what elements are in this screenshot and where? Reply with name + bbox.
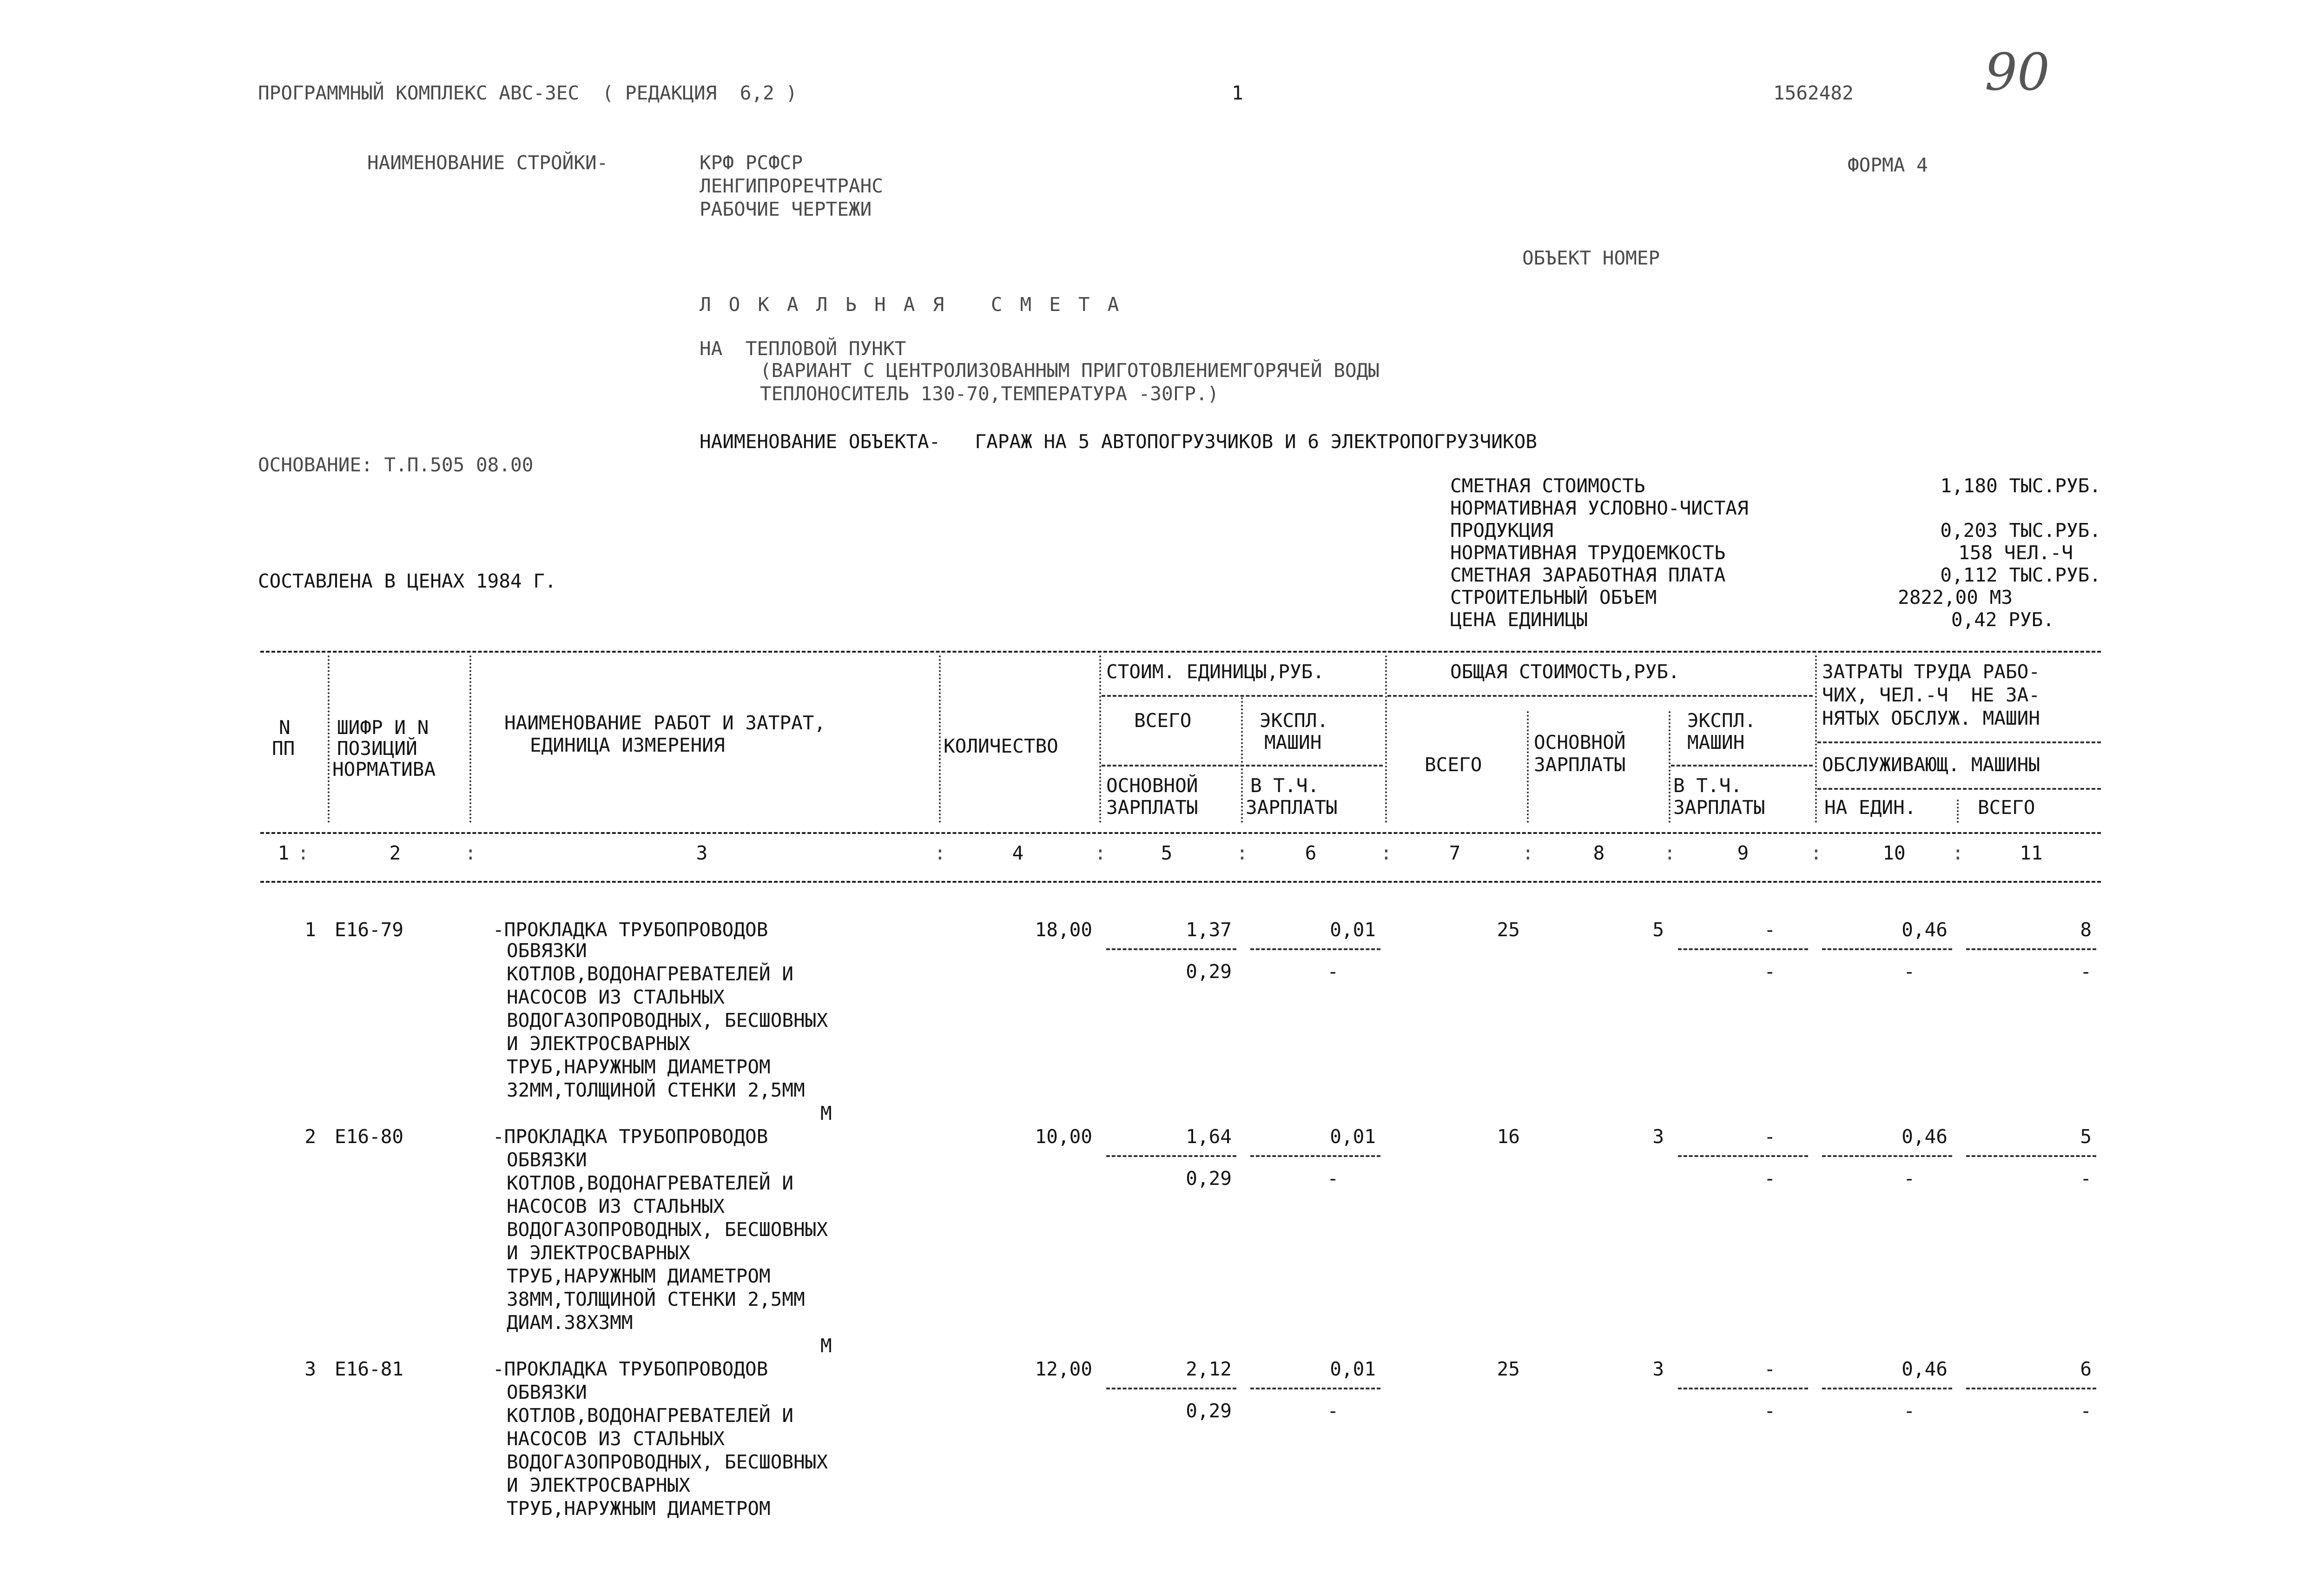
rule [1250,1388,1380,1389]
row-unit-cost: 1,37 [1186,919,1232,941]
subject-line-2: (ВАРИАНТ С ЦЕНТРОЛИЗОВАННЫМ ПРИГОТОВЛЕНИЕМГОРЯЧЕЙ ВОДЫ [760,359,1380,382]
rule [1817,788,2101,790]
unit-cost-header: СТОИМ. ЕДИНИЦЫ,РУБ. [1106,661,1324,683]
unit-machines-header: МАШИН [1264,731,1322,754]
column-separator [1957,800,1959,823]
rule [1250,948,1380,950]
row-labor-service-unit: - [1903,1167,1915,1190]
row-quantity: 12,00 [1035,1358,1092,1380]
summary-value: 1,180 ТЫС.РУБ. [1940,475,2101,497]
row-unit-basic-wage: 0,29 [1186,1167,1232,1190]
object-name: НАИМЕНОВАНИЕ ОБЪЕКТА- ГАРАЖ НА 5 АВТОПОГРУЗЧИКОВ И 6 ЭЛЕКТРОПОГРУЗЧИКОВ [700,430,1537,453]
row-description-line: 32ММ,ТОЛЩИНОЙ СТЕНКИ 2,5ММ [507,1079,805,1101]
row-unit-cost: 2,12 [1186,1358,1232,1380]
row-unit-basic-wage: 0,29 [1186,960,1232,983]
row-unit: М [820,1102,832,1124]
row-description-line: НАСОСОВ ИЗ СТАЛЬНЫХ [507,986,725,1008]
row-description-line: ТРУБ,НАРУЖНЫМ ДИАМЕТРОМ [507,1497,771,1520]
col-description-header: НАИМЕНОВАНИЕ РАБОТ И ЗАТРАТ, [504,712,826,734]
rule [1250,1155,1380,1157]
page-number: 1 [1232,82,1243,104]
row-description-line: ДИАМ.38Х3ММ [507,1311,633,1334]
rule [1966,1155,2096,1157]
summary-value: 0,42 РУБ. [1951,608,2054,631]
total-machines-header: ЭКСПЛ. [1687,709,1756,732]
construction-label: НАИМЕНОВАНИЕ СТРОЙКИ- [367,152,608,174]
column-number: 6 [1305,842,1317,864]
compiled-prices: СОСТАВЛЕНА В ЦЕНАХ 1984 Г. [258,570,556,592]
labor-header: ЗАТРАТЫ ТРУДА РАБО- [1822,661,2040,683]
col-number-header: ПП [272,737,295,760]
row-labor-service-total: - [2080,1400,2092,1422]
row-code: Е16-80 [335,1125,404,1148]
row-total-machines: - [1764,1125,1776,1148]
rule [1387,695,1813,697]
row-description-line: ОБВЯЗКИ [507,1149,587,1171]
rule [1966,948,2096,950]
total-cost-header: ОБЩАЯ СТОИМОСТЬ,РУБ. [1450,661,1680,683]
rule [1678,1155,1808,1157]
summary-label: НОРМАТИВНАЯ ТРУДОЕМКОСТЬ [1450,542,1726,564]
column-separator [1241,697,1243,823]
row-total-basic-wage: 3 [1652,1358,1664,1380]
total-all-header: ВСЕГО [1425,754,1482,776]
col-code-header: ШИФР И N [337,716,429,739]
row-description-line: ОБВЯЗКИ [507,939,587,962]
unit-basic-wage-header: ЗАРПЛАТЫ [1106,796,1198,819]
column-number: 5 [1161,842,1173,864]
column-number: 8 [1593,842,1605,864]
row-total-machines: - [1764,919,1776,941]
column-separator [1527,711,1529,823]
row-labor-total: 8 [2080,919,2092,941]
construction-line-2: ЛЕНГИПРОРЕЧТРАНС [700,175,883,197]
column-number: 9 [1737,842,1749,864]
row-code: Е16-79 [335,919,404,941]
document-code: 1562482 [1773,82,1854,104]
row-quantity: 10,00 [1035,1125,1092,1148]
row-total: 25 [1497,1358,1520,1380]
row-unit: М [820,1335,832,1357]
column-separator [328,655,330,823]
row-labor-service-unit: - [1903,960,1915,983]
row-unit-basic-wage: 0,29 [1186,1400,1232,1422]
row-number: 2 [304,1125,316,1148]
rule [1966,1388,2096,1389]
column-number: 11 [2020,842,2043,864]
subject-line-3: ТЕПЛОНОСИТЕЛЬ 130-70,ТЕМПЕРАТУРА -30ГР.) [760,383,1219,405]
unit-basic-wage-header: ОСНОВНОЙ [1106,774,1198,797]
summary-label: СТРОИТЕЛЬНЫЙ ОБЪЕМ [1450,586,1657,608]
rule [1106,1155,1236,1157]
column-separator [939,655,941,823]
row-total-basic-wage: 5 [1652,919,1664,941]
total-basic-wage-header: ЗАРПЛАТЫ [1534,754,1626,776]
col-number-header: N [279,716,290,739]
program-info: ПРОГРАММНЫЙ КОМПЛЕКС АВС-ЗЕС ( РЕДАКЦИЯ 6,2 ) [258,82,798,104]
row-description-line: И ЭЛЕКТРОСВАРНЫХ [507,1474,690,1496]
row-number: 3 [304,1358,316,1380]
row-description-line: И ЭЛЕКТРОСВАРНЫХ [507,1242,690,1264]
row-labor-service-total: - [2080,960,2092,983]
column-separator [1669,711,1670,823]
row-labor-service-total: - [2080,1167,2092,1190]
summary-label: НОРМАТИВНАЯ УСЛОВНО-ЧИСТАЯ [1450,497,1749,519]
rule [1106,1388,1236,1389]
rule [1102,765,1383,767]
row-description-line: ВОДОГАЗОПРОВОДНЫХ, БЕСШОВНЫХ [507,1218,828,1241]
construction-line-3: РАБОЧИЕ ЧЕРТЕЖИ [700,198,872,220]
col-code-header: ПОЗИЦИЙ [337,737,417,760]
rule [1671,765,1813,767]
row-description-line: НАСОСОВ ИЗ СТАЛЬНЫХ [507,1195,725,1217]
row-total-basic-wage: 3 [1652,1125,1664,1148]
row-labor-total: 6 [2080,1358,2092,1380]
handwritten-sheet-number: 90 [1985,42,2050,102]
row-labor-service-unit: - [1903,1400,1915,1422]
rule [1822,1155,1952,1157]
rule [1102,695,1383,697]
construction-line-1: КРФ РСФСР [700,152,803,174]
basis: ОСНОВАНИЕ: Т.П.505 08.00 [258,454,534,476]
row-description-line: ВОДОГАЗОПРОВОДНЫХ, БЕСШОВНЫХ [507,1009,828,1032]
document-title: ЛОКАЛЬНАЯ СМЕТА [700,293,1137,316]
row-unit-machines: 0,01 [1330,1358,1376,1380]
row-total-incl-wage: - [1764,960,1776,983]
column-number: 4 [1012,842,1024,864]
labor-header: НЯТЫХ ОБСЛУЖ. МАШИН [1822,707,2040,729]
row-unit-incl-wage: - [1327,960,1339,983]
rule [1822,1388,1952,1389]
unit-incl-wage-header: В Т.Ч. [1250,774,1320,797]
row-unit-machines: 0,01 [1330,919,1376,941]
form-label: ФОРМА 4 [1848,154,1928,176]
row-description-line: -ПРОКЛАДКА ТРУБОПРОВОДОВ [493,1125,768,1148]
summary-value: 0,203 ТЫС.РУБ. [1940,519,2101,542]
labor-header: ЧИХ, ЧЕЛ.-Ч НЕ ЗА- [1822,684,2040,706]
summary-value: 0,112 ТЫС.РУБ. [1940,564,2101,586]
rule [1106,948,1236,950]
unit-total-header: ВСЕГО [1134,709,1192,732]
labor-per-unit-header: НА ЕДИН. [1824,796,1916,819]
summary-label: ПРОДУКЦИЯ [1450,519,1554,542]
column-number: 10 [1882,842,1906,864]
summary-label: СМЕТНАЯ ЗАРАБОТНАЯ ПЛАТА [1450,564,1726,586]
row-total-machines: - [1764,1358,1776,1380]
row-description-line: ТРУБ,НАРУЖНЫМ ДИАМЕТРОМ [507,1265,771,1287]
row-description-line: И ЭЛЕКТРОСВАРНЫХ [507,1032,690,1055]
row-unit-machines: 0,01 [1330,1125,1376,1148]
total-machines-header: МАШИН [1687,731,1745,754]
col-description-header: ЕДИНИЦА ИЗМЕРЕНИЯ [530,734,725,756]
unit-incl-wage-header: ЗАРПЛАТЫ [1246,796,1338,819]
summary-value: 2822,00 М3 [1898,586,2013,608]
column-separator [1385,655,1387,823]
column-number: 3 [696,842,708,864]
row-description-line: КОТЛОВ,ВОДОНАГРЕВАТЕЛЕЙ И [507,1172,794,1194]
summary-value: 158 ЧЕЛ.-Ч [1958,542,2073,564]
col-quantity-header: КОЛИЧЕСТВО [944,735,1058,757]
rule [1678,948,1808,950]
row-description-line: ОБВЯЗКИ [507,1381,587,1403]
rule [1822,948,1952,950]
row-unit-incl-wage: - [1327,1400,1339,1422]
rule [1678,1388,1808,1389]
row-total-incl-wage: - [1764,1167,1776,1190]
row-description-line: 38ММ,ТОЛЩИНОЙ СТЕНКИ 2,5ММ [507,1288,805,1310]
labor-service-header: ОБСЛУЖИВАЮЩ. МАШИНЫ [1822,754,2040,776]
row-description-line: ВОДОГАЗОПРОВОДНЫХ, БЕСШОВНЫХ [507,1451,828,1473]
row-description-line: НАСОСОВ ИЗ СТАЛЬНЫХ [507,1428,725,1450]
col-code-header: НОРМАТИВА [332,758,436,780]
column-separator [1099,655,1101,823]
row-code: Е16-81 [335,1358,404,1380]
labor-total-header: ВСЕГО [1978,796,2035,819]
row-number: 1 [304,919,316,941]
row-total: 25 [1497,919,1520,941]
summary-label: СМЕТНАЯ СТОИМОСТЬ [1450,475,1645,497]
column-separator [469,655,471,823]
row-description-line: КОТЛОВ,ВОДОНАГРЕВАТЕЛЕЙ И [507,1404,794,1427]
row-labor-per-unit: 0,46 [1901,919,1948,941]
rule [260,832,2101,834]
rule [260,881,2101,883]
object-number-label: ОБЪЕКТ НОМЕР [1522,247,1660,269]
row-quantity: 18,00 [1035,919,1092,941]
unit-machines-header: ЭКСПЛ. [1260,709,1329,732]
row-unit-cost: 1,64 [1186,1125,1232,1148]
total-incl-wage-header: ЗАРПЛАТЫ [1673,796,1765,819]
rule [1817,741,2101,743]
column-number: 2 [389,842,401,864]
row-total: 16 [1497,1125,1520,1148]
row-unit-incl-wage: - [1327,1167,1339,1190]
row-labor-per-unit: 0,46 [1901,1125,1948,1148]
total-incl-wage-header: В Т.Ч. [1673,774,1743,797]
row-total-incl-wage: - [1764,1400,1776,1422]
total-basic-wage-header: ОСНОВНОЙ [1534,731,1626,754]
row-description-line: КОТЛОВ,ВОДОНАГРЕВАТЕЛЕЙ И [507,963,794,985]
row-labor-total: 5 [2080,1125,2092,1148]
rule [260,651,2101,653]
row-description-line: ТРУБ,НАРУЖНЫМ ДИАМЕТРОМ [507,1056,771,1078]
subject-line-1: НА ТЕПЛОВОЙ ПУНКТ [700,337,906,360]
column-separator [1815,655,1817,823]
column-number: 7 [1449,842,1461,864]
row-description-line: -ПРОКЛАДКА ТРУБОПРОВОДОВ [493,919,768,941]
summary-label: ЦЕНА ЕДИНИЦЫ [1450,608,1588,631]
row-labor-per-unit: 0,46 [1901,1358,1948,1380]
row-description-line: -ПРОКЛАДКА ТРУБОПРОВОДОВ [493,1358,768,1380]
column-number: 1 [277,842,290,864]
